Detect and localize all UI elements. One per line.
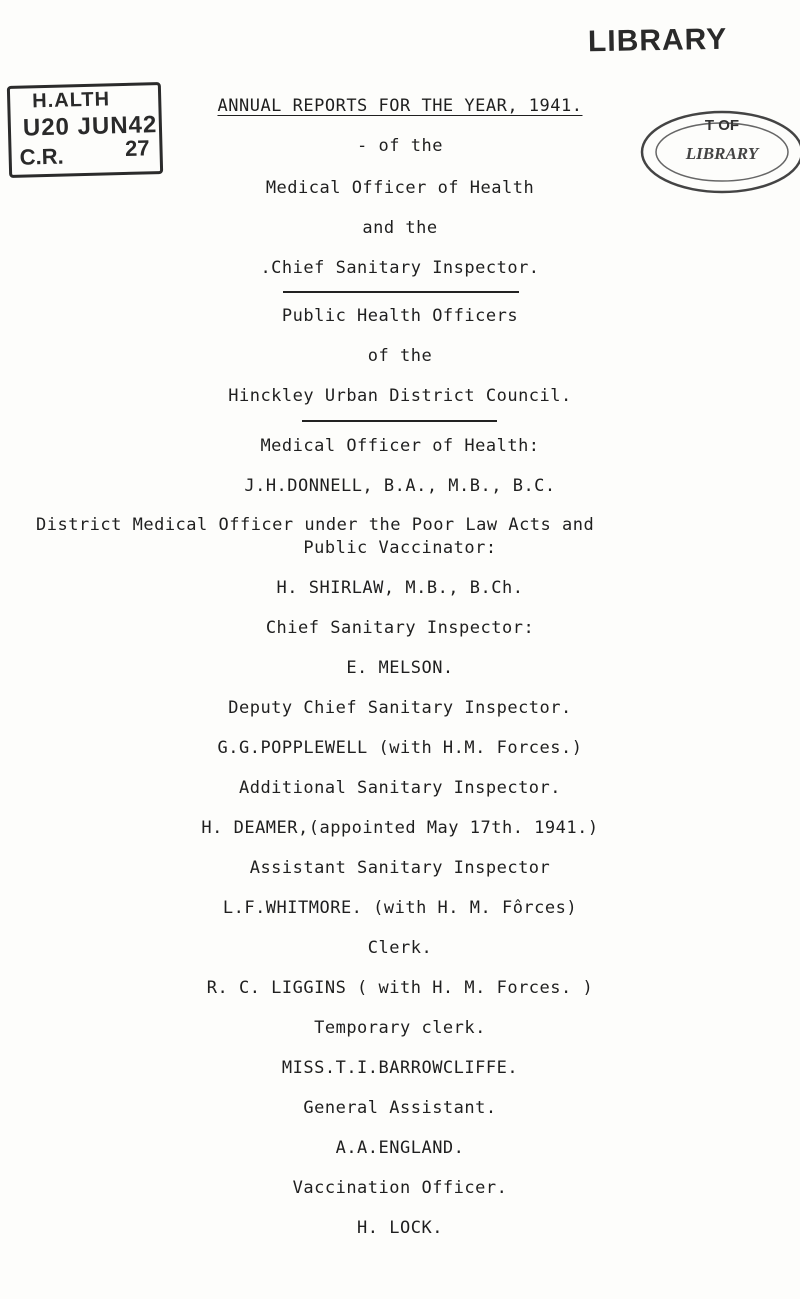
officer-role-9: Vaccination Officer.: [292, 1178, 508, 1198]
officer-role-2: Chief Sanitary Inspector:: [265, 618, 535, 638]
divider-2: [302, 420, 497, 422]
officer-name-6: R. C. LIGGINS ( with H. M. Forces. ): [206, 978, 594, 998]
of-the-line-2: of the: [367, 346, 433, 366]
officer-role-5: Assistant Sanitary Inspector: [249, 858, 551, 878]
officer-name-0: J.H.DONNELL, B.A., M.B., B.C.: [244, 476, 556, 496]
officer-role-1: District Medical Officer under the Poor Law Acts and: [36, 515, 595, 535]
officer-name-1: H. SHIRLAW, M.B., B.Ch.: [276, 578, 524, 598]
moh-title: Medical Officer of Health: [265, 178, 535, 198]
officer-name-3: G.G.POPPLEWELL (with H.M. Forces.): [217, 738, 583, 758]
officer-name-4: H. DEAMER,(appointed May 17th. 1941.): [201, 818, 599, 838]
stamp-number: 27: [124, 135, 150, 161]
stamp-top-text: H.ALTH: [31, 88, 111, 113]
officer-role-6: Clerk.: [367, 938, 433, 958]
officer-role-1b: Public Vaccinator:: [303, 538, 497, 558]
report-heading: ANNUAL REPORTS FOR THE YEAR, 1941.: [217, 96, 583, 116]
and-the-line: and the: [362, 218, 438, 238]
officer-role-3: Deputy Chief Sanitary Inspector.: [228, 698, 572, 718]
officer-name-5: L.F.WHITMORE. (with H. M. Fôrces): [222, 898, 578, 918]
officer-role-4: Additional Sanitary Inspector.: [238, 778, 562, 798]
officer-name-9: H. LOCK.: [357, 1218, 443, 1238]
officer-name-7: MISS.T.I.BARROWCLIFFE.: [281, 1058, 519, 1078]
officer-role-0: Medical Officer of Health:: [260, 436, 540, 456]
council-name: Hinckley Urban District Council.: [228, 386, 572, 406]
officer-name-8: A.A.ENGLAND.: [335, 1138, 465, 1158]
stamp-code: C.R.: [19, 143, 65, 170]
library-mark: LIBRARY: [587, 22, 728, 59]
officer-role-8: General Assistant.: [303, 1098, 497, 1118]
csi-title: .Chief Sanitary Inspector.: [260, 258, 540, 278]
officer-role-7: Temporary clerk.: [314, 1018, 486, 1038]
seal-top-text: T OF: [704, 117, 740, 134]
of-the-line: - of the: [357, 136, 443, 156]
stamp-date: U20 JUN42: [22, 111, 158, 142]
divider-1: [283, 291, 519, 293]
officer-name-2: E. MELSON.: [346, 658, 454, 678]
seal-mid-text: LIBRARY: [685, 144, 759, 163]
phos-line: Public Health Officers: [281, 306, 519, 326]
